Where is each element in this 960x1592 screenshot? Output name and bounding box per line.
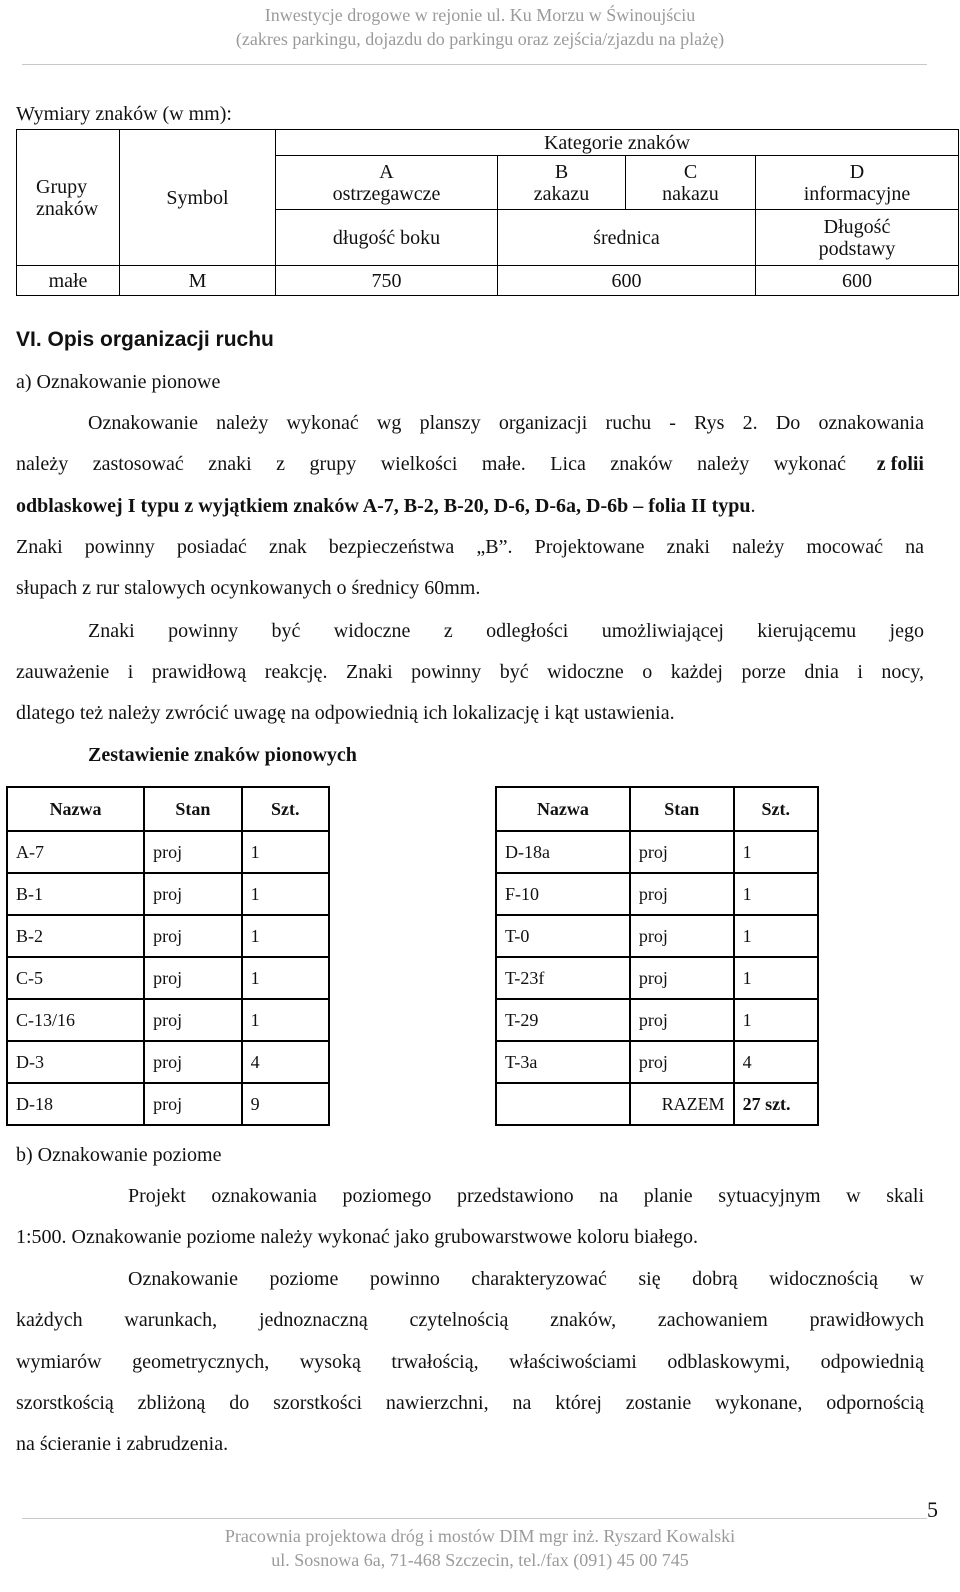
footer-line1: Pracownia projektowa dróg i mostów DIM mgr inż. Ryszard Kowalski <box>224 1526 736 1546</box>
col-qty: Szt. <box>242 787 329 831</box>
p1-line4: Znaki powinny posiadać znak bezpieczeństwa „B”. Projektowane znaki należy mocować na <box>16 536 924 558</box>
dimensions-table <box>16 129 959 296</box>
signs-table-left <box>6 786 330 1126</box>
table-row: A-7 proj 1 <box>7 831 329 873</box>
table-row: C-5 proj 1 <box>7 957 329 999</box>
table-row: T-23f proj 1 <box>496 957 818 999</box>
row-value-a: 750 <box>276 266 498 296</box>
measure-a: długość boku <box>276 210 498 266</box>
categories-header: Kategorie znaków <box>276 130 959 156</box>
header-subtitle: (zakres parkingu, dojazdu do parkingu oraz zejścia/zjazdu na plażę) <box>235 29 725 49</box>
footer-line2: ul. Sosnowa 6a, 71-468 Szczecin, tel./fax (091) 45 00 745 <box>271 1550 689 1570</box>
h-p1-line1: Projekt oznakowania poziomego przedstawiono na planie sytuacyjnym w skali <box>128 1185 924 1207</box>
p1-line5: słupach z rur stalowych ocynkowanych o średnicy 60mm. <box>16 577 481 599</box>
subsection-vertical: a) Oznakowanie pionowe <box>16 371 221 393</box>
row-value-bc: 600 <box>498 266 756 296</box>
p1-line1: Oznakowanie należy wykonać wg planszy organizacji ruchu - Rys 2. Do oznakowania <box>88 412 924 434</box>
col-name: Nazwa <box>496 787 630 831</box>
p2-line1: Znaki powinny być widoczne z odległości umożliwiającej kierującemu jego <box>88 620 924 642</box>
table-row: T-0 proj 1 <box>496 915 818 957</box>
category-d: D informacyjne <box>756 156 959 210</box>
table-row: T-3a proj 4 <box>496 1041 818 1083</box>
total-label: RAZEM <box>630 1083 734 1125</box>
subsection-horizontal: b) Oznakowanie poziome <box>16 1144 222 1166</box>
h-p2-line1: Oznakowanie poziome powinno charakteryzować się dobrą widocznością w <box>128 1268 924 1290</box>
table-row: T-29 proj 1 <box>496 999 818 1041</box>
category-c: C nakazu <box>626 156 756 210</box>
h-p1-line2: 1:500. Oznakowanie poziome należy wykonać jako grubowarstwowe koloru białego. <box>16 1226 699 1248</box>
row-symbol: M <box>120 266 276 296</box>
h-p2-line5: na ścieranie i zabrudzenia. <box>16 1433 229 1455</box>
h-p2-line4: szorstkością zbliżoną do szorstkości nawierzchni, na której zostanie wykonane, odpornością <box>16 1392 924 1414</box>
header-rule <box>22 64 927 65</box>
signs-table-right <box>495 786 819 1126</box>
table-row: B-2 proj 1 <box>7 915 329 957</box>
table-row: F-10 proj 1 <box>496 873 818 915</box>
h-p2-line3: wymiarów geometrycznych, wysoką trwałością, właściwościami odblaskowymi, odpowiednią <box>16 1351 924 1373</box>
category-b: B zakazu <box>498 156 626 210</box>
col-groups-header: Grupy znaków <box>17 130 120 266</box>
p1-line3: odblaskowej I typu z wyjątkiem znaków A-7, B-2, B-20, D-6, D-6a, D-6b – folia II typu. <box>16 495 756 517</box>
p2-line2: zauważenie i prawidłową reakcję. Znaki powinny być widoczne o każdej porze dnia i nocy, <box>16 661 924 683</box>
p1-line2: należy zastosować znaki z grupy wielkości małe. Lica znaków należy wykonać z folii <box>16 453 924 475</box>
total-value: 27 szt. <box>734 1083 818 1125</box>
section-heading: VI. Opis organizacji ruchu <box>16 328 274 351</box>
footer-rule <box>22 1518 927 1519</box>
measure-d: Długość podstawy <box>756 210 959 266</box>
col-symbol-header: Symbol <box>120 130 276 266</box>
table-row: D-18 proj 9 <box>7 1083 329 1125</box>
p2-line3: dlatego też należy zwrócić uwagę na odpowiednią ich lokalizację i kąt ustawienia. <box>16 702 675 724</box>
table-row: D-3 proj 4 <box>7 1041 329 1083</box>
table-row: D-18a proj 1 <box>496 831 818 873</box>
row-group: małe <box>17 266 120 296</box>
category-a: A ostrzegawcze <box>276 156 498 210</box>
dimensions-caption: Wymiary znaków (w mm): <box>16 103 232 125</box>
row-value-d: 600 <box>756 266 959 296</box>
signs-list-title: Zestawienie znaków pionowych <box>88 744 357 766</box>
col-state: Stan <box>630 787 734 831</box>
total-row <box>496 1083 818 1125</box>
page-number: 5 <box>927 1497 938 1522</box>
table-row: B-1 proj 1 <box>7 873 329 915</box>
header-title: Inwestycje drogowe w rejonie ul. Ku Morzu w Świnoujściu <box>264 5 696 25</box>
col-name: Nazwa <box>7 787 144 831</box>
measure-bc: średnica <box>498 210 756 266</box>
col-state: Stan <box>144 787 241 831</box>
h-p2-line2: każdych warunkach, jednoznaczną czytelnością znaków, zachowaniem prawidłowych <box>16 1309 924 1331</box>
col-qty: Szt. <box>734 787 818 831</box>
table-row: C-13/16 proj 1 <box>7 999 329 1041</box>
